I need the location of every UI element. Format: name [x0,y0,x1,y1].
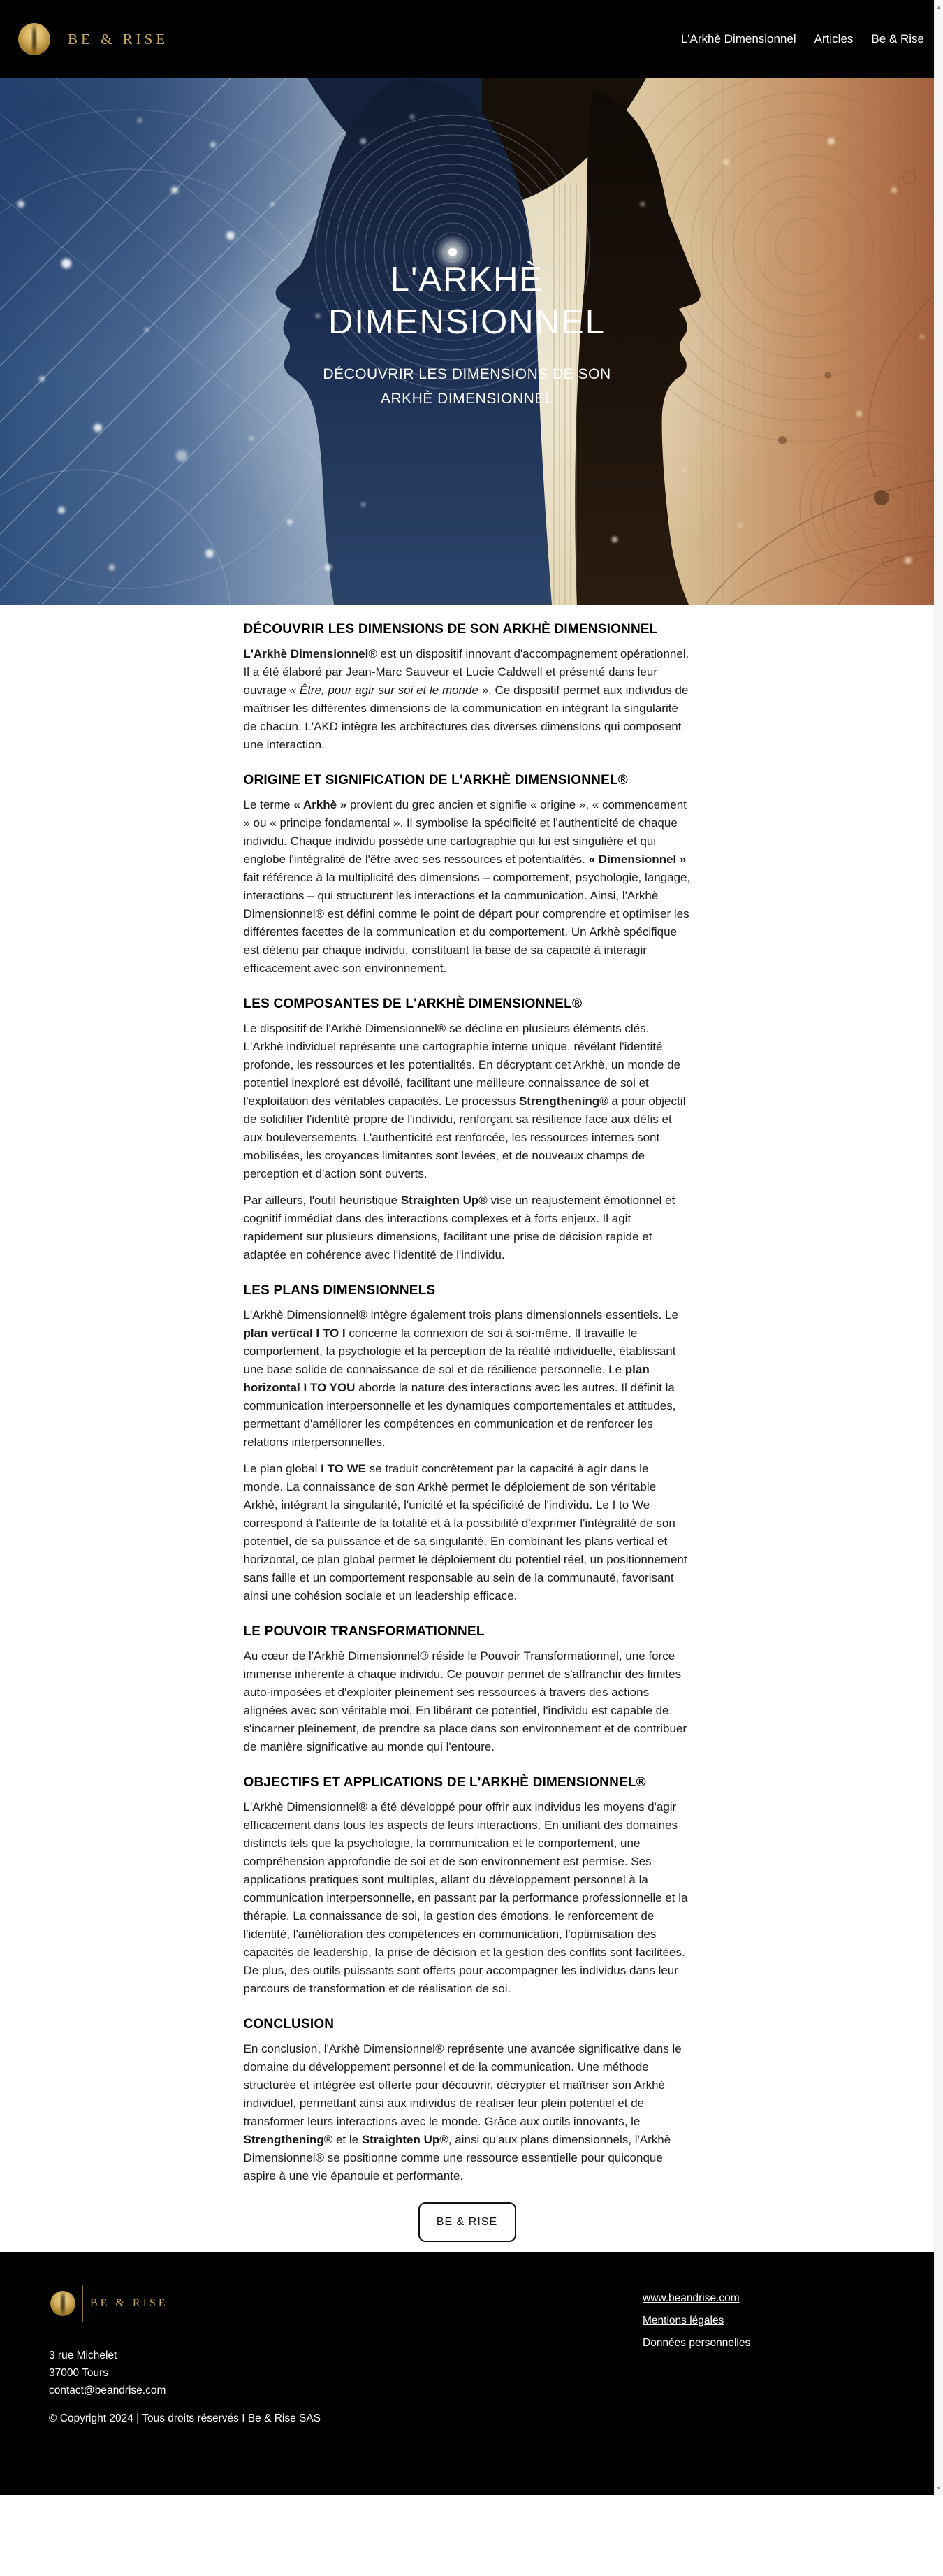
main-nav [681,32,924,46]
article-section [244,772,691,978]
footer-links [643,2292,750,2350]
hero-title-line1: L'ARKHÈ [390,261,544,298]
section-heading: OBJECTIFS ET APPLICATIONS DE L'ARKHÈ DIMENSIONNEL® [243,1775,646,1790]
article-section [244,2016,691,2185]
article-section [244,1774,691,1998]
footer-address-city: 37000 Tours [49,2367,109,2379]
footer-brand-name: BE & RISE [90,2297,168,2309]
site-header [0,0,934,78]
section-heading: DÉCOUVRIR LES DIMENSIONS DE SON ARKHÈ DIMENSIONNEL [243,622,658,637]
brand-logo-icon [18,23,50,55]
article-section [244,1623,691,1756]
footer-brand[interactable] [50,2285,168,2322]
footer-brand-divider [82,2285,83,2322]
hero-title-line2: DIMENSIONNEL [328,303,606,341]
article-body [244,605,691,2185]
paragraph: L'Arkhè Dimensionnel® est un dispositif innovant d'accompagnement opérationnel. Il a été élaboré par Jean-Marc Sauveur et Lucie Caldwell et présenté dans leur ouvrage « Être, pour agir sur soi et le monde ». Ce dispositif permet aux individus de maîtriser les différentes dimensions de la communication en intégrant la singularité de chacun. L'AKD intègre les architectures des diverses dimensions qui composent une interaction. [243,647,689,751]
footer-address-street: 3 rue Michelet [49,2350,117,2361]
paragraph: Par ailleurs, l'outil heuristique Straighten Up® vise un réajustement émotionnel et cognitif immédiat dans des interactions complexes et à forts enjeux. Il agit rapidement sur plusieurs dimensions, facilitant une prise de décision rapide et adaptée en cohérence avec l'identité de l'individu. [243,1194,675,1261]
footer-copyright: © Copyright 2024 | Tous droits réservés I Be & Rise SAS [49,2412,321,2424]
section-heading: LES PLANS DIMENSIONNELS [243,1283,436,1298]
scrollbar[interactable] [934,0,943,2495]
scrollbar-up-icon[interactable]: ▲ [935,3,942,10]
site-footer [0,2252,934,2495]
paragraph: L'Arkhè Dimensionnel® a été développé pour offrir aux individus les moyens d'agir efficacement dans tous les aspects de leurs interactions. En unifiant des domaines distincts tels que la psychologie, la communication et le comportement, une compréhension approfondie de soi et de son environnement est permise. Ses applications pratiques sont multiples, allant du développement personnel à la communication interpersonnelle, en passant par la performance professionnelle et la thérapie. La connaissance de soi, la gestion des émotions, le renforcement de l'identité, l'amélioration des compétences en communication, l'optimisation des capacités de leadership, la prise de décision et la gestion des conflits sont facilitées. De plus, des outils puissants sont offerts pour accompagner les individus dans leur parcours de transformation et de réalisation de soi. [243,1800,688,1995]
hero-text [0,259,934,411]
hero-subtitle: DÉCOUVRIR LES DIMENSIONS DE SON ARKHÈ DIMENSIONNEL [323,366,611,407]
footer-address-email: contact@beandrise.com [49,2385,166,2396]
paragraph: En conclusion, l'Arkhè Dimensionnel® représente une avancée significative dans le domaine du développement personnel et de la communication. Une méthode structurée et intégrée est offerte pour découvrir, décrypter et maîtriser son Arkhè individuel, permettant ainsi aux individus de réaliser leur plein potentiel et de transformer leurs interactions avec le monde. Grâce aux outils innovants, le Strengthening® et le Straighten Up®, ainsi qu'aux plans dimensionnels, l'Arkhè Dimensionnel® se positionne comme une ressource essentielle pour quiconque aspire à une vie épanouie et performante. [243,2042,682,2183]
scrollbar-down-icon[interactable]: ▼ [935,2484,942,2491]
paragraph: Le terme « Arkhè » provient du grec ancien et signifie « origine », « commencement » ou « principe fondamental ». Il symbolise la spécificité et l'authenticité de chaque individu. Chaque individu possède une cartographie qui lui est singulière et qui englobe l'intégralité de l'être avec ses ressources et potentialités. « Dimensionnel » fait référence à la multiplicité des dimensions – comportement, psychologie, langage, interactions – qui structurent les interactions et la communication. Ainsi, l'Arkhè Dimensionnel® est défini comme le point de départ pour comprendre et optimiser les différentes facettes de la communication et du comportement. Un Arkhè spécifique est détenu par chaque individu, constituant la base de sa capacité à interagir efficacement avec son environnement. [243,798,691,975]
section-heading: CONCLUSION [243,2017,335,2032]
paragraph: Le dispositif de l'Arkhè Dimensionnel® se décline en plusieurs éléments clés. L'Arkhè individuel représente une cartographie interne unique, révélant l'identité profonde, les ressources et les potentialités. En décryptant cet Arkhè, un monde de potentiel inexploré est dévoilé, facilitant une meilleure connaissance de soi et l'exploitation des véritables capacités. Le processus Strengthening® a pour objectif de solidifier l'identité propre de l'individu, renforçant sa résilience face aux défis et aux bouleversements. L'authenticité est renforcée, les ressources internes sont mobilisées, les croyances limitantes sont levées, et de nouveaux champs de perception et d'action sont ouverts. [243,1022,687,1180]
article-section [244,996,691,1264]
article-section [244,1282,691,1605]
section-heading: LE POUVOIR TRANSFORMATIONNEL [243,1624,485,1639]
nav-link-articles[interactable]: Articles [814,32,854,45]
cta-row [0,2194,934,2242]
paragraph: Au cœur de l'Arkhè Dimensionnel® réside le Pouvoir Transformationnel, une force immense inhérente à chaque individu. Ce pouvoir permet de s'affranchir des limites auto-imposées et d'exploiter pleinement ses ressources à travers des actions alignées avec son véritable moi. En libérant ce potentiel, l'individu est capable de s'incarner pleinement, de prendre sa place dans son environnement et de contribuer de manière significative au monde qui l'entoure. [243,1649,687,1753]
hero-title [0,259,934,344]
hero [0,78,934,605]
brand[interactable] [18,18,168,60]
footer-link-mentions-legales[interactable]: Mentions légales [643,2315,724,2327]
paragraph: L'Arkhè Dimensionnel® intègre également trois plans dimensionnels essentiels. Le plan vertical I TO I concerne la connexion de soi à soi-même. Il travaille le comportement, la psychologie et la perception de la réalité individuelle, établissant une base solide de connaissance de soi et de résilience personnelle. Le plan horizontal I TO YOU aborde la nature des interactions avec les autres. Il définit la communication interpersonnelle et les dynamiques comportementales et attitudes, permettant d'améliorer les compétences en communication et de renforcer les relations interpersonnelles. [243,1308,678,1449]
paragraph: Le plan global I TO WE se traduit concrètement par la capacité à agir dans le monde. La connaissance de son Arkhè permet le déploiement de son véritable Arkhè, intégrant la singularité, l'unicité et la spécificité de l'individu. Le I to We correspond à l'atteinte de la totalité et à la possibilité d'exprimer l'intégralité de son potentiel, de sa puissance et de sa singularité. En combinant les plans vertical et horizontal, ce plan global permet le déploiement du potentiel réel, un positionnement sans faille et un comportement responsable au sein de la communauté, favorisant ainsi une cohésion sociale et un leadership efficace. [243,1462,687,1602]
footer-link-website[interactable]: www.beandrise.com [643,2292,740,2304]
section-heading: LES COMPOSANTES DE L'ARKHÈ DIMENSIONNEL® [243,997,583,1011]
footer-address [49,2347,166,2399]
footer-link-donnees-personnelles[interactable]: Données personnelles [643,2337,751,2349]
article-section [244,621,691,754]
section-heading: ORIGINE ET SIGNIFICATION DE L'ARKHÈ DIMENSIONNEL® [243,773,628,788]
brand-name: BE & RISE [68,30,169,48]
cta-button[interactable]: BE & RISE [418,2202,516,2242]
footer-logo-icon [50,2291,75,2316]
nav-link-be-and-rise[interactable]: Be & Rise [871,32,924,45]
nav-link-arkhe-dimensionnel[interactable]: L'Arkhè Dimensionnel [680,32,796,45]
